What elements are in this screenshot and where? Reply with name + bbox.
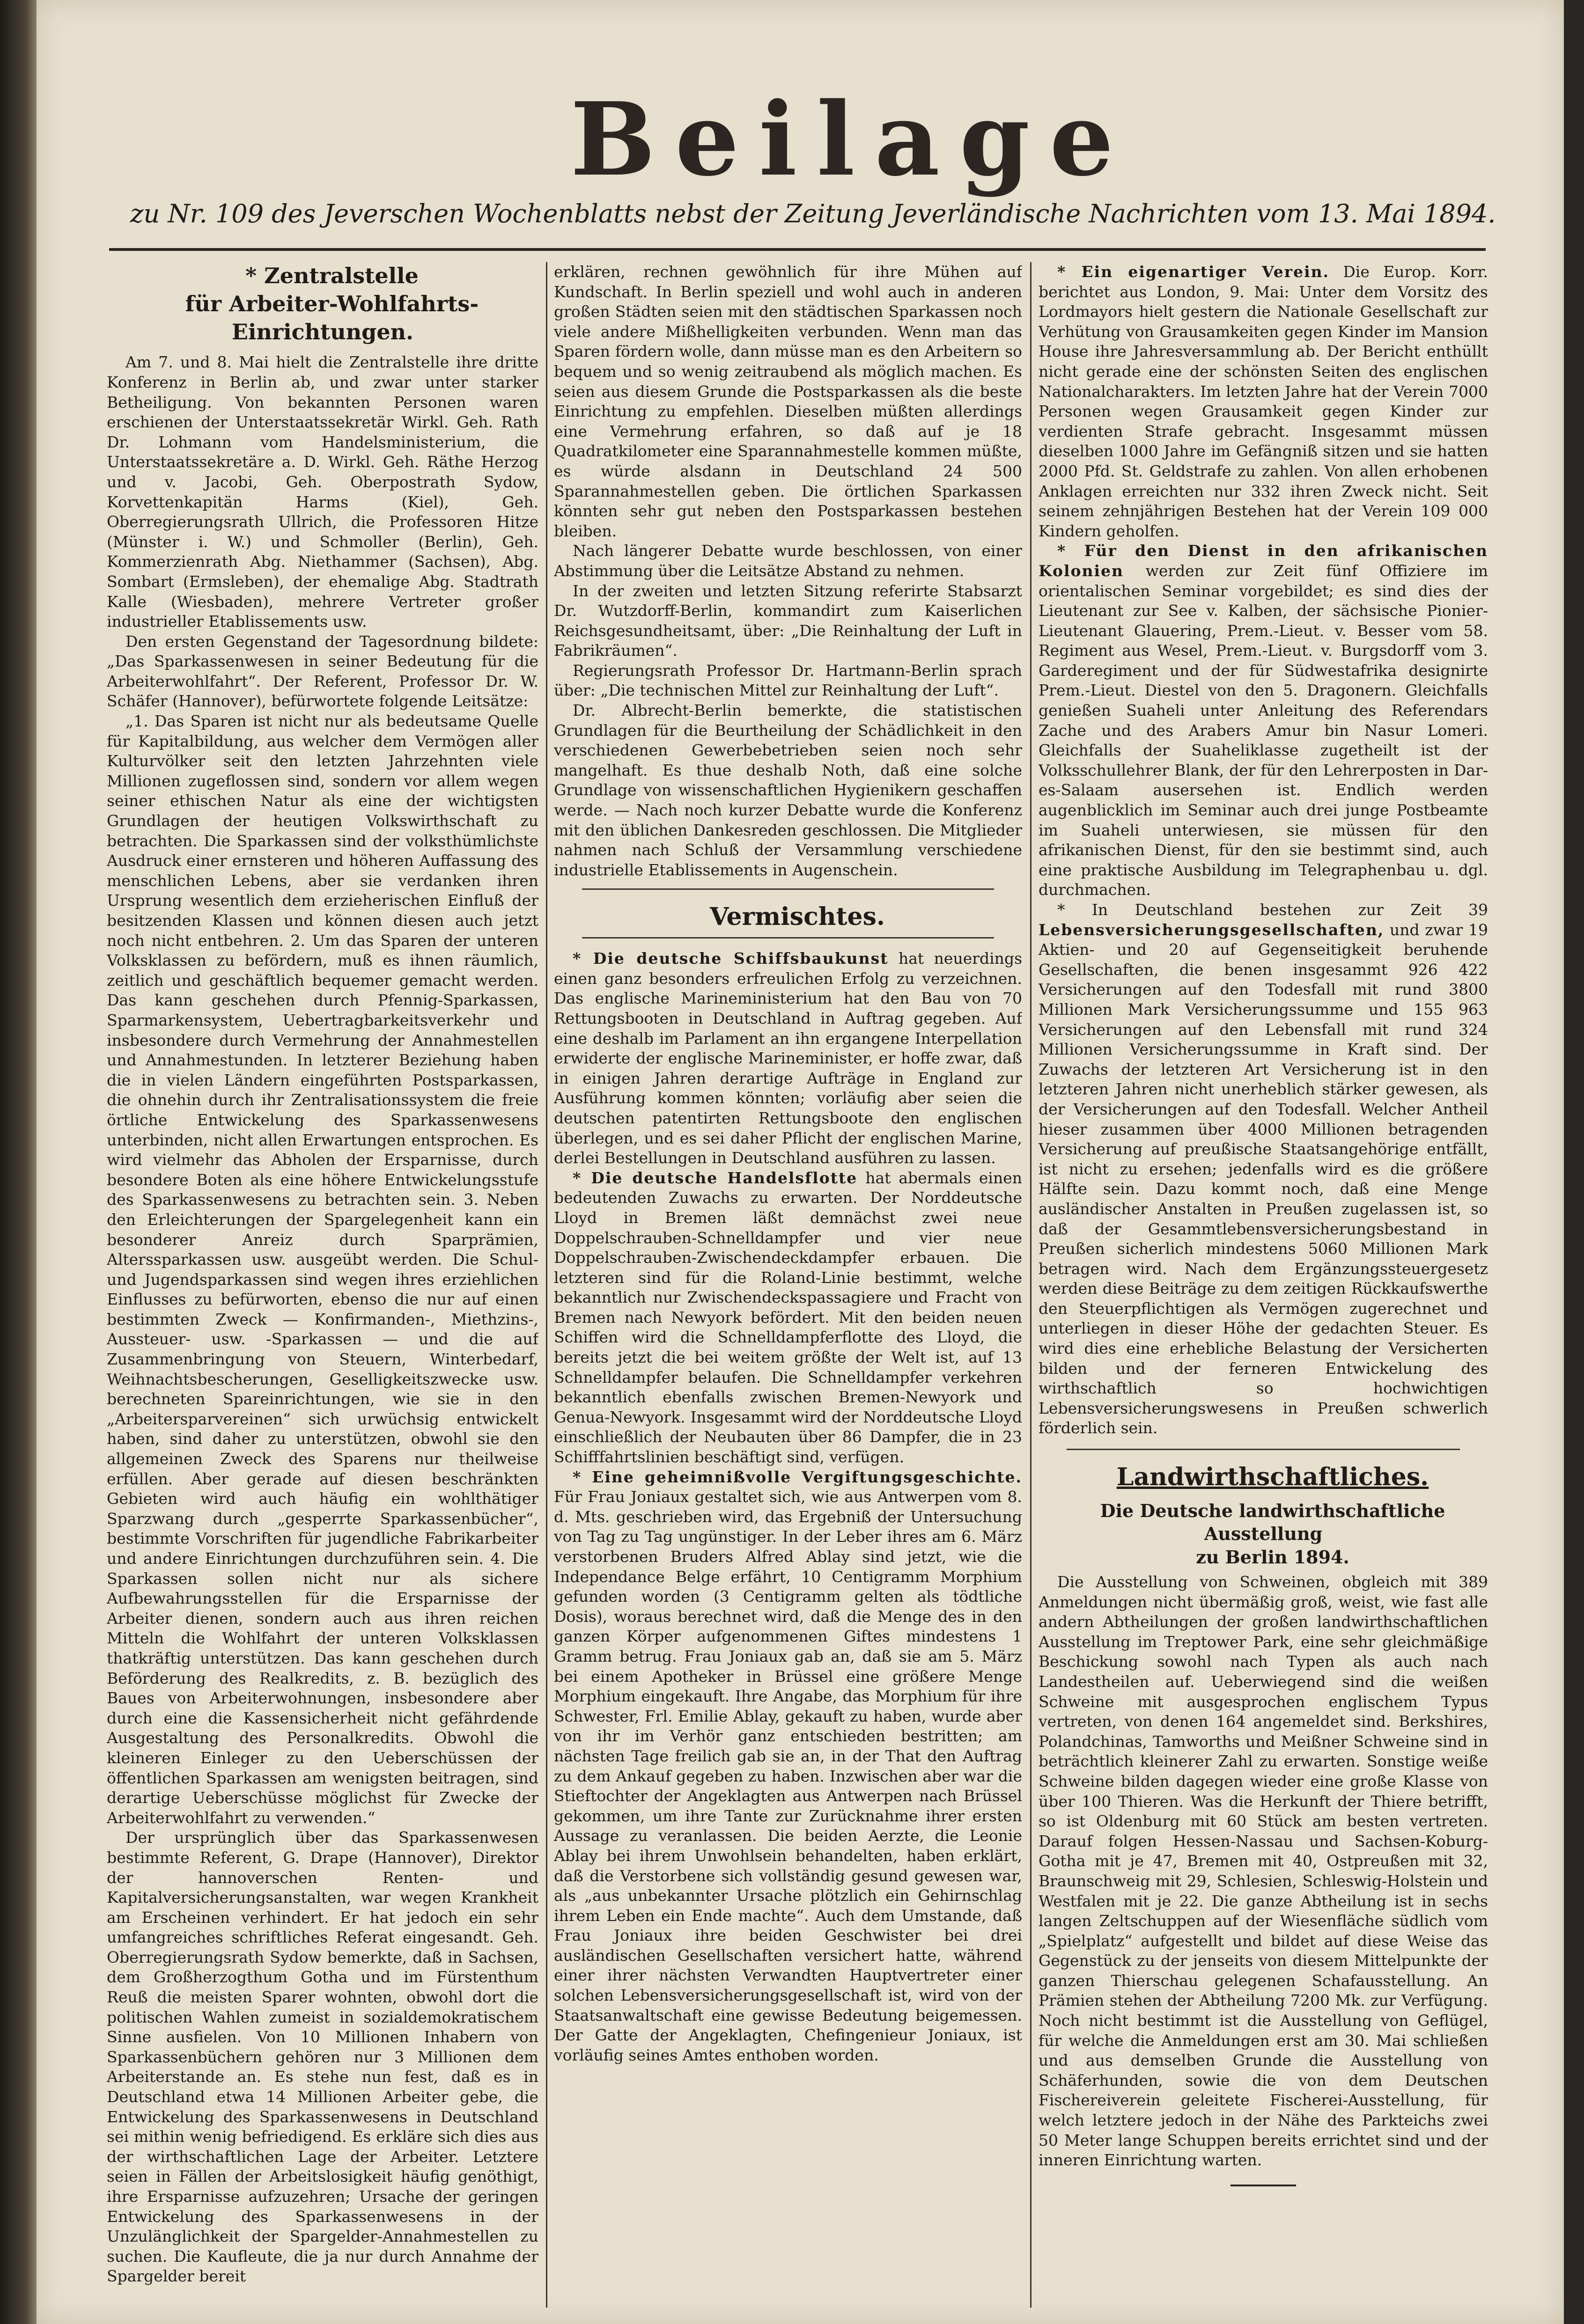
column-divider [1030, 262, 1031, 2308]
news-item [1039, 262, 1488, 541]
book-binding-edge [0, 0, 37, 2324]
news-item-title: * Die deutsche Handelsflotte [573, 1168, 858, 1187]
news-item-text: hat neuerdings einen ganz besonders erfreulichen Erfolg zu verzeichnen. Das englische Marineministerium hat den Bau von 70 Rettungsbooten in Deutschland in Auftrag gegeben. Auf eine deshalb im Parlament an ihn ergangene Interpellation erwiderte der englische Marineminister, er hoffe zwar, daß in einigen Jahren derartige Aufträge in England zur Ausführung kommen könnten; vorläufig aber seien die deutschen patentirten Rettungsboote den englischen überlegen, und es sei daher Pflicht der englischen Marine, derlei Bestellungen in Deutschland ausführen zu lassen. [554, 949, 1022, 1167]
article-paragraph: Die Ausstellung von Schweinen, obgleich mit 389 Anmeldungen nicht übermäßig groß, weist, wie fast alle andern Abtheilungen der großen landwirthschaftlichen Ausstellung im Treptower Park, eine sehr gleichmäßige Beschickung sowohl nach Typen als auch nach Landestheilen auf. Ueberwiegend sind die weißen Schweine mit ausgesprochen englischem Typus vertreten, von denen 164 angemeldet sind. Berkshires, Polandchinas, Tamworths und Meißner Schweine sind in beträchtlich kleinerer Zahl zu erwarten. Sonstige weiße Schweine bilden dagegen wieder eine große Klasse von über 100 Thieren. Was die Herkunft der Thiere betrifft, so ist Oldenburg mit 60 Stück am besten vertreten. Darauf folgen Hessen-Nassau und Sachsen-Koburg-Gotha mit je 47, Bremen mit 40, Ostpreußen mit 32, Braunschweig mit 29, Schlesien, Schleswig-Holstein und Westfalen mit je 22. Die ganze Abtheilung ist in sechs langen Zeltschuppen auf der Wiesenfläche südlich vom „Spielplatz“ aufgestellt und bildet auf diese Weise das Gegenstück zu der jenseits von diesem Mittelpunkte der ganzen Thierschau gelegenen Schafausstellung. An Prämien stehen der Abtheilung 7200 Mk. zur Verfügung. Noch nicht bestimmt ist die Ausstellung von Geflügel, für welche die Anmeldungen erst am 30. Mai schließen und aus demselben Grunde die Ausstellung von Schäferhunden, sowie die von dem Deutschen Fischereiverein geleitete Fischerei-Ausstellung, für welch letztere jedoch in der Nähe des Parkteichs zwei 50 Meter lange Schuppen bereits errichtet sind und der inneren Einrichtung warten. [1039, 1573, 1488, 2170]
news-item-title: * Für den Dienst in den afrikanischen Kolonien [1039, 542, 1488, 580]
article-subheading: für Arbeiter-Wohlfahrts-Einrichtungen. [185, 291, 479, 345]
column-3 [1039, 262, 1488, 2289]
news-item [554, 1467, 1022, 2066]
column-1 [107, 262, 538, 2289]
news-item-text: hat abermals einen bedeutenden Zuwachs zu erwarten. Der Norddeutsche Lloyd in Bremen läßt demnächst zwei neue Doppelschrauben-Schnelldampfer und vier neue Doppelschrauben-Zwischendeckdampfer erbauen. Die letzteren sind für die Roland-Linie bestimmt, welche bekanntlich nur Zwischendeckspassagiere und Fracht von Bremen nach Newyork befördert. Mit den beiden neuen Schiffen wird die Schnelldampferflotte des Lloyd, die bereits jetzt die bei weitem größte der Welt ist, auf 13 Schnelldampfer belaufen. Die Schnelldampfer verkehren bekanntlich ebenfalls zwischen Bremen-Newyork und Genua-Newyork. Insgesammt wird der Norddeutsche Lloyd einschließlich der Neubauten über 86 Dampfer, die in 23 Schifffahrtslinien beschäftigt sind, verfügen. [554, 1168, 1022, 1466]
news-item-title: * Ein eigenartiger Verein. [1057, 263, 1330, 281]
article-subheading: zu Berlin 1894. [1196, 1546, 1349, 1568]
article-paragraph: Nach längerer Debatte wurde beschlossen, von einer Abstimmung über die Leitsätze Abstand zu nehmen. [554, 542, 1022, 580]
article-paragraph: „1. Das Sparen ist nicht nur als bedeutsame Quelle für Kapitalbildung, aus welcher dem Vermögen aller Kulturvölker seit den letzten Jahrzehnten viele Millionen zugeflossen sind, sondern vor allem wegen seiner ethischen Natur als eine der wichtigsten Grundlagen der heutigen Volkswirthschaft zu betrachten. Die Sparkassen sind der volksthümlichste Ausdruck einer ernsteren und höheren Auffassung des menschlichen Lebens, aber sie verdanken ihren Ursprung wesentlich dem erzieherischen Einfluß der besitzenden Klassen und können diesen auch jetzt noch nicht entbehren. 2. Um das Sparen der unteren Volksklassen zu befördern, muß es ihnen räumlich, zeitlich und geschäftlich bequemer gemacht werden. Das kann geschehen durch Pfennig-Sparkassen, Sparmarkensystem, Uebertragbarkeitsverkehr und insbesondere durch Vermehrung der Annahmestellen und Annahmestunden. In letzterer Beziehung haben die in vielen Ländern eingeführten Postsparkassen, die ohnehin durch ihr Zentralisationssystem die freie örtliche Entwickelung des Sparkassenwesens unterbinden, nicht allen Erwartungen entsprochen. Es wird vielmehr das Abholen der Ersparnisse, durch besondere Boten als eine höhere Entwickelungsstufe des Sparkassenwesens zu betrachten sein. 3. Neben den Erleichterungen der Spargelegenheit kann ein besonderer Anreiz durch Sparprämien, Alterssparkassen usw. ausgeübt werden. Die Schul- und Jugendsparkassen sind wegen ihres erziehlichen Einflusses zu befürworten, ebenso die nur auf einen bestimmten Zweck — Konfirmanden-, Miethzins-, Aussteuer- usw. -Sparkassen — und die auf Zusammenbringung von Steuern, Winterbedarf, Weihnachtsbescherungen, Geselligkeitszwecke usw. berechneten Spareinrichtungen, wie sie in den „Arbeitersparvereinen“ sich urwüchsig entwickelt haben, sind daher zu unterstützen, obwohl sie den allgemeinen Zweck des Sparens nur theilweise erfüllen. Aber gerade auf diesen beschränkten Gebieten wird auch häufig ein wohlthätiger Sparzwang durch „gesperrte Sparkassenbücher“, bestimmte Vorschriften für jugendliche Fabrikarbeiter und andere Einrichtungen durchzuführen sein. 4. Die Sparkassen sollen nicht nur als sichere Aufbewahrungsstellen für die Ersparnisse der Arbeiter dienen, sondern auch aus ihren reichen Mitteln die Wohlfahrt der unteren Volksklassen thatkräftig unterstützen. Das kann geschehen durch Beförderung des Realkredits, z. B. bezüglich des Baues von Arbeiterwohnungen, insbesondere aber durch eine die Kassensicherheit nicht gefährdende Ausgestaltung des Personalkredits. Obwohl die kleineren Einleger zu den Ueberschüssen der öffentlichen Sparkassen am wenigsten beitragen, sind derartige Ueberschüsse möglichst für Zwecke der Arbeiterwohlfahrt zu verwenden.“ [107, 712, 538, 1827]
article-paragraph: Am 7. und 8. Mai hielt die Zentralstelle ihre dritte Konferenz in Berlin ab, und zwar unter starker Betheiligung. Von bekannten Personen waren erschienen der Unterstaatssekretär Wirkl. Geh. Rath Dr. Lohmann vom Handelsministerium, die Unterstaatssekretäre a. D. Wirkl. Geh. Räthe Herzog und v. Jacobi, Geh. Oberpostrath Sydow, Korvettenkapitän Harms (Kiel), Geh. Oberregierungsrath Ullrich, die Professoren Hitze (Münster i. W.) und Schmoller (Berlin), Geh. Kommerzienrath Abg. Niethammer (Sachsen), Abg. Sombart (Ermsleben), der ehemalige Abg. Stadtrath Kalle (Wiesbaden), mehrere Vertreter großer industrieller Etablissements usw. [107, 353, 538, 631]
article-paragraph: erklären, rechnen gewöhnlich für ihre Mühen auf Kundschaft. In Berlin speziell und wohl auch in anderen großen Städten seien mit den städtischen Sparkassen noch viele andere Mißhelligkeiten verbunden. Wenn man das Sparen fördern wolle, dann müsse man es den Arbeitern so bequem und so wenig zeitraubend als möglich machen. Es seien aus diesem Grunde die Postsparkassen als die beste Einrichtung zu empfehlen. Dieselben müßten allerdings eine Vermehrung erfahren, so daß auf je 18 Quadratkilometer eine Sparannahmestelle kommen müßte, es würde alsdann in Deutschland 24 500 Sparannahmestellen geben. Die örtlichen Sparkassen könnten sehr gut neben den Postsparkassen bestehen bleiben. [554, 263, 1022, 540]
section-rule [582, 937, 994, 938]
column-2 [554, 262, 1022, 2289]
news-item-title: Lebensversicherungsgesellschaften, [1039, 920, 1385, 939]
article-heading: Die Deutsche landwirthschaftliche Ausstellung [1100, 1500, 1445, 1545]
newspaper-page [37, 0, 1564, 2324]
article-paragraph: In der zweiten und letzten Sitzung referirte Stabsarzt Dr. Wutzdorff-Berlin, kommandirt zum Kaiserlichen Reichsgesundheitsamt, über: „Die Reinhaltung der Luft in Fabrikräumen“. [554, 581, 1022, 660]
section-rule [582, 888, 994, 890]
column-divider [546, 262, 547, 2308]
news-item-text: Für Frau Joniaux gestaltet sich, wie aus Antwerpen vom 8. d. Mts. geschrieben wird, das Ergebniß der Untersuchung von Tag zu Tag ungünstiger. In der Leber ihres am 6. März verstorbenen Bruders Alfred Ablay sind jetzt, wie die Independance Belge erfährt, 10 Centigramm Morphium gefunden worden (3 Centigramm gelten als tödtliche Dosis), woraus berechnet wird, daß die Menge des in den ganzen Körper aufgenommenen Giftes mindestens 1 Gramm betrug. Frau Joniaux gab an, daß sie am 5. März bei einem Apotheker in Brüssel eine größere Menge Morphium eingekauft. Ihre Angabe, das Morphium für ihre Schwester, Frl. Emilie Ablay, gekauft zu haben, wurde aber von ihr im Verhör ganz entschieden bestritten; am nächsten Tage freilich gab sie an, in der That den Auftrag zu dem Ankauf gegeben zu haben. Inzwischen aber war die Stieftochter der Angeklagten aus Antwerpen nach Brüssel gekommen, um ihre Tante zur Zurücknahme ihrer ersten Aussage zu veranlassen. Die beiden Aerzte, die Leonie Ablay bei ihrem Unwohlsein behandelten, haben erklärt, daß die Verstorbene sich vollständig gesund gewesen war, als „aus unbekannter Ursache plötzlich ein Gehirnschlag ihrem Leben ein Ende machte“. Auch dem Umstande, daß Frau Joniaux ihre beiden Geschwister bei drei ausländischen Gesellschaften versichert hatte, während einer ihrer nächsten Verwandten Hauptvertreter einer solchen Lebensversicherungsgesellschaft ist, wird von der Staatsanwaltschaft eine gewisse Bedeutung beigemessen. Der Gatte der Angeklagten, Chefingenieur Joniaux, ist vorläufig seines Amtes enthoben worden. [554, 1488, 1022, 2064]
section-heading: Vermischtes. [709, 902, 885, 931]
news-item [554, 949, 1022, 1168]
masthead-rule [109, 248, 1486, 251]
news-item-text: werden zur Zeit fünf Offiziere im orientalischen Seminar vorgebildet; es sind dies der Lieutenant zur See v. Kalben, der sächsische Pionier-Lieutenant Glauering, Prem.-Lieut. v. Besser vom 58. Regiment aus Wesel, Prem.-Lieut. v. Burgsdorff vom 3. Garderegiment und der für Südwestafrika designirte Prem.-Lieut. Diestel von den 5. Dragonern. Gleichfalls genießen Suaheli unter Anleitung des Referendars Zache und des Arabers Amur bin Nasur Lomeri. Gleichfalls der Suaheliklasse zugetheilt ist der Volksschullehrer Blank, der für den Lehrerposten in Dar-es-Salaam ausersehen ist. Endlich werden augenblicklich im Seminar auch drei junge Postbeamte im Suaheli unterwiesen, sie müssen für den afrikanischen Dienst, für den sie bestimmt sind, auch eine praktische Ausbildung im Telegraphenbau u. dgl. durchmachen. [1039, 561, 1488, 899]
news-item [554, 1168, 1022, 1467]
article-paragraph: Regierungsrath Professor Dr. Hartmann-Berlin sprach über: „Die technischen Mittel zur Reinhaltung der Luft“. [554, 661, 1022, 700]
article-paragraph: Den ersten Gegenstand der Tagesordnung bildete: „Das Sparkassenwesen in seiner Bedeutung für die Arbeiterwohlfahrt“. Der Referent, Professor Dr. W. Schäfer (Hannover), befürwortete folgende Leitsätze: [107, 632, 538, 711]
masthead-subtitle: zu Nr. 109 des Jeverschen Wochenblatts nebst der Zeitung Jeverländische Nachrichten vom 13. Mai 1894. [130, 199, 1496, 228]
news-item-title: * Eine geheimnißvolle Vergiftungsgeschichte. [573, 1467, 1022, 1486]
section-heading: Landwirthschaftliches. [1116, 1463, 1429, 1492]
news-item-text: Die Europ. Korr. berichtet aus London, 9. Mai: Unter dem Vorsitz des Lordmayors hielt gestern die Nationale Gesellschaft zur Verhütung von Grausamkeiten gegen Kinder im Mansion House ihre Jahresversammlung ab. Der Bericht enthüllt nicht gerade eine der schönsten Seiten des englischen Nationalcharakters. Im letzten Jahre hat der Verein 7000 Personen wegen Grausamkeit gegen Kinder zur verdienten Strafe gebracht. Insgesammt müssen dieselben 1000 Jahre im Gefängniß sitzen und sie hatten 2000 Pfd. St. Geldstrafe zu zahlen. Von allen erhobenen Anklagen erreichten nur 332 ihren Zweck nicht. Seit seinem zehnjährigen Bestehen hat der Verein 109 000 Kindern geholfen. [1039, 263, 1488, 540]
news-item-title: * Die deutsche Schiffsbaukunst [573, 949, 889, 968]
news-item [1039, 541, 1488, 900]
article-paragraph: Der ursprünglich über das Sparkassenwesen bestimmte Referent, G. Drape (Hannover), Direktor der hannoverschen Renten- und Kapitalversicherungsanstalten, war wegen Krankheit am Erscheinen verhindert. Er hat jedoch ein sehr umfangreiches schriftliches Referat eingesandt. Geh. Oberregierungsrath Sydow bemerkte, daß in Sachsen, dem Großherzogthum Gotha und im Fürstenthum Reuß die meisten Sparer wohnten, obwohl dort die politischen Wahlen zumeist in sozialdemokratischem Sinne ausfielen. Von 10 Millionen Inhabern von Sparkassenbüchern gehören nur 3 Millionen dem Arbeiterstande an. Es stehe nun fest, daß es in Deutschland etwa 14 Millionen Arbeiter gebe, die Entwickelung des Sparkassenwesens in Deutschland sei mithin wenig befriedigend. Es erkläre sich dies aus der wirthschaftlichen Lage der Arbeiter. Letztere seien in Fällen der Arbeitslosigkeit häufig genöthigt, ihre Ersparnisse aufzuzehren; Ursache der geringen Entwickelung des Sparkassenwesens in der Unzulänglichkeit der Spargelder-Annahmestellen zu suchen. Die Kaufleute, die ja nur durch Annahme der Spargelder bereit [107, 1828, 538, 2286]
end-rule [1230, 2185, 1296, 2186]
news-item-lead: * In Deutschland bestehen zur Zeit 39 [1057, 901, 1488, 919]
article-heading: * Zentralstelle [245, 263, 419, 288]
section-rule [1067, 1449, 1460, 1450]
masthead-title: Beilage [570, 80, 1134, 198]
news-item-text: und zwar 19 Aktien- und 20 auf Gegenseitigkeit beruhende Gesellschaften, die benen insgesammt 926 422 Versicherungen auf den Todesfall mit rund 3800 Millionen Mark Versicherungssumme und 155 963 Versicherungen auf den Lebensfall mit rund 324 Millionen Versicherungssumme in Kraft sind. Der Zuwachs der letzteren Art Versicherung ist in den letzteren Jahren nicht unerheblich stärker gewesen, als der Versicherungen auf den Todesfall. Welcher Antheil hieser zusammen über 4000 Millionen betragenden Versicherung auf preußische Staatsangehörige entfällt, ist nicht zu ersehen; jedenfalls wird es die größere Hälfte sein. Dazu kommt noch, daß eine Menge ausländischer Anstalten in Preußen zugelassen ist, so daß der Gesammtlebensversicherungsbestand in Preußen sicherlich mindestens 5060 Millionen Mark betragen wird. Nach dem Ergänzungssteuergesetz werden diese Beiträge zu dem zeitigen Rückkaufswerthe den Steuerpflichtigen als Vermögen zugerechnet und unterliegen in dieser Höhe der gedachten Steuer. Es wird dies eine erhebliche Belastung der Versicherten bilden und der ferneren Entwickelung des wirthschaftlich so hochwichtigen Lebensversicherungswesens in Preußen schwerlich förderlich sein. [1039, 920, 1488, 1437]
news-item [1039, 900, 1488, 1438]
article-paragraph: Dr. Albrecht-Berlin bemerkte, die statistischen Grundlagen für die Beurtheilung der Schädlichkeit in den verschiedenen Gewerbebetrieben seien noch sehr mangelhaft. Es thue deshalb Noth, daß eine solche Grundlage von wissenschaftlichen Hygienikern geschaffen werde. — Nach noch kurzer Debatte wurde die Konferenz mit den üblichen Dankesreden geschlossen. Die Mitglieder nahmen nach Schluß der Versammlung verschiedene industrielle Etablissements in Augenschein. [554, 701, 1022, 879]
